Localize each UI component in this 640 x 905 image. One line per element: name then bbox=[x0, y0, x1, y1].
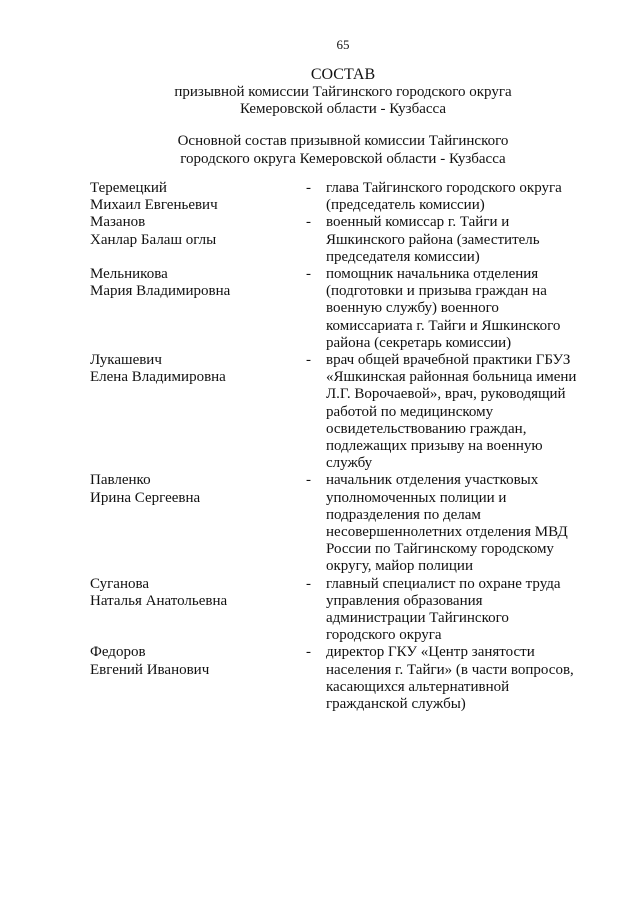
member-name bbox=[90, 352, 306, 472]
member-surname: Мазанов bbox=[90, 214, 146, 231]
header-line-1: призывной комиссии Тайгинского городского округа bbox=[174, 83, 512, 100]
member-dash: - bbox=[306, 472, 311, 489]
member-role-line: военный комиссар г. Тайги и bbox=[326, 214, 510, 231]
member-role-line: директор ГКУ «Центр занятости bbox=[326, 644, 535, 661]
member-role-line: уполномоченных полиции и bbox=[326, 489, 507, 506]
member-role-line: населения г. Тайги» (в части вопросов, bbox=[326, 661, 574, 678]
member-surname: Лукашевич bbox=[90, 352, 162, 369]
member-dash: - bbox=[306, 214, 311, 231]
member-given-names: Мария Владимировна bbox=[90, 283, 231, 300]
header-line-2: Кемеровской области - Кузбасса bbox=[239, 101, 447, 117]
member-role-line: главный специалист по охране труда bbox=[326, 575, 561, 592]
member-role-line: (председатель комиссии) bbox=[326, 197, 485, 214]
member-role-line: (подготовки и призыва граждан на bbox=[326, 283, 547, 300]
member-role-line: работой по медицинскому bbox=[326, 403, 494, 420]
member-role-line: Яшкинского района (заместитель bbox=[326, 231, 540, 248]
page-number: 65 bbox=[336, 37, 350, 52]
member-role-line: комиссариата г. Тайги и Яшкинского bbox=[326, 317, 561, 334]
subtitle-line-1: Основной состав призывной комиссии Тайгинского bbox=[177, 133, 509, 149]
member-name bbox=[90, 180, 306, 214]
member-dash: - bbox=[306, 644, 311, 661]
member-role-line: городского округа bbox=[326, 627, 442, 644]
document-title: СОСТАВ bbox=[310, 66, 376, 83]
member-role-line: председателя комиссии) bbox=[326, 248, 480, 265]
member-role bbox=[326, 352, 610, 472]
member-given-names: Ханлар Балаш оглы bbox=[90, 231, 217, 248]
member-name bbox=[90, 214, 306, 266]
member-role-line: округу, майор полиции bbox=[326, 558, 473, 575]
member-role-line: касающихся альтернативной bbox=[326, 678, 510, 695]
member-role-line: «Яшкинская районная больница имени bbox=[326, 369, 577, 386]
member-surname: Мельникова bbox=[90, 266, 168, 283]
member-surname: Суганова bbox=[90, 575, 150, 592]
member-entry bbox=[90, 214, 610, 266]
member-surname: Федоров bbox=[90, 644, 146, 661]
subtitle-line-2: городского округа Кемеровской области - Кузбасса bbox=[180, 150, 506, 167]
member-role bbox=[326, 214, 610, 266]
member-given-names: Евгений Иванович bbox=[90, 661, 210, 678]
member-role-line: помощник начальника отделения bbox=[326, 266, 539, 283]
member-dash: - bbox=[306, 180, 311, 196]
member-name bbox=[90, 576, 306, 645]
member-role-line: подлежащих призыву на военную bbox=[326, 438, 543, 455]
section-subtitle bbox=[0, 133, 640, 168]
member-dash: - bbox=[306, 352, 311, 369]
member-role-line: освидетельствованию граждан, bbox=[326, 420, 527, 437]
member-role-line: несовершеннолетних отделения МВД bbox=[326, 524, 568, 541]
member-role bbox=[326, 644, 610, 713]
member-role bbox=[326, 472, 610, 575]
document-header bbox=[0, 66, 640, 119]
member-entry bbox=[90, 266, 610, 352]
member-role-line: военную службу) военного bbox=[326, 300, 499, 317]
member-dash: - bbox=[306, 575, 311, 592]
member-entry bbox=[90, 472, 610, 575]
member-role-line: района (секретарь комиссии) bbox=[326, 334, 512, 351]
member-entry bbox=[90, 644, 610, 713]
member-surname: Павленко bbox=[90, 472, 151, 489]
member-name bbox=[90, 472, 306, 575]
member-role-line: начальник отделения участковых bbox=[326, 472, 539, 489]
member-given-names: Ирина Сергеевна bbox=[90, 489, 201, 506]
member-role-line: службу bbox=[326, 455, 373, 472]
member-entry bbox=[90, 576, 610, 645]
member-role bbox=[326, 266, 610, 352]
member-role-line: подразделения по делам bbox=[326, 506, 481, 523]
member-role-line: гражданской службы) bbox=[326, 696, 466, 713]
member-role-line: администрации Тайгинского bbox=[326, 610, 509, 627]
member-entry bbox=[90, 180, 610, 214]
member-surname: Теремецкий bbox=[90, 180, 167, 196]
member-name bbox=[90, 266, 306, 352]
member-role-line: управления образования bbox=[326, 592, 483, 609]
member-role-line: Л.Г. Ворочаевой», врач, руководящий bbox=[326, 386, 566, 403]
member-role bbox=[326, 180, 610, 214]
member-name bbox=[90, 644, 306, 713]
members-list bbox=[90, 180, 610, 713]
member-given-names: Елена Владимировна bbox=[90, 369, 226, 386]
member-role-line: врач общей врачебной практики ГБУЗ bbox=[326, 352, 571, 369]
member-given-names: Михаил Евгеньевич bbox=[90, 197, 218, 214]
member-entry bbox=[90, 352, 610, 472]
member-role bbox=[326, 576, 610, 645]
member-dash: - bbox=[306, 266, 311, 283]
member-role-line: глава Тайгинского городского округа bbox=[326, 180, 562, 196]
member-given-names: Наталья Анатольевна bbox=[90, 592, 228, 609]
member-role-line: России по Тайгинскому городскому bbox=[326, 541, 554, 558]
